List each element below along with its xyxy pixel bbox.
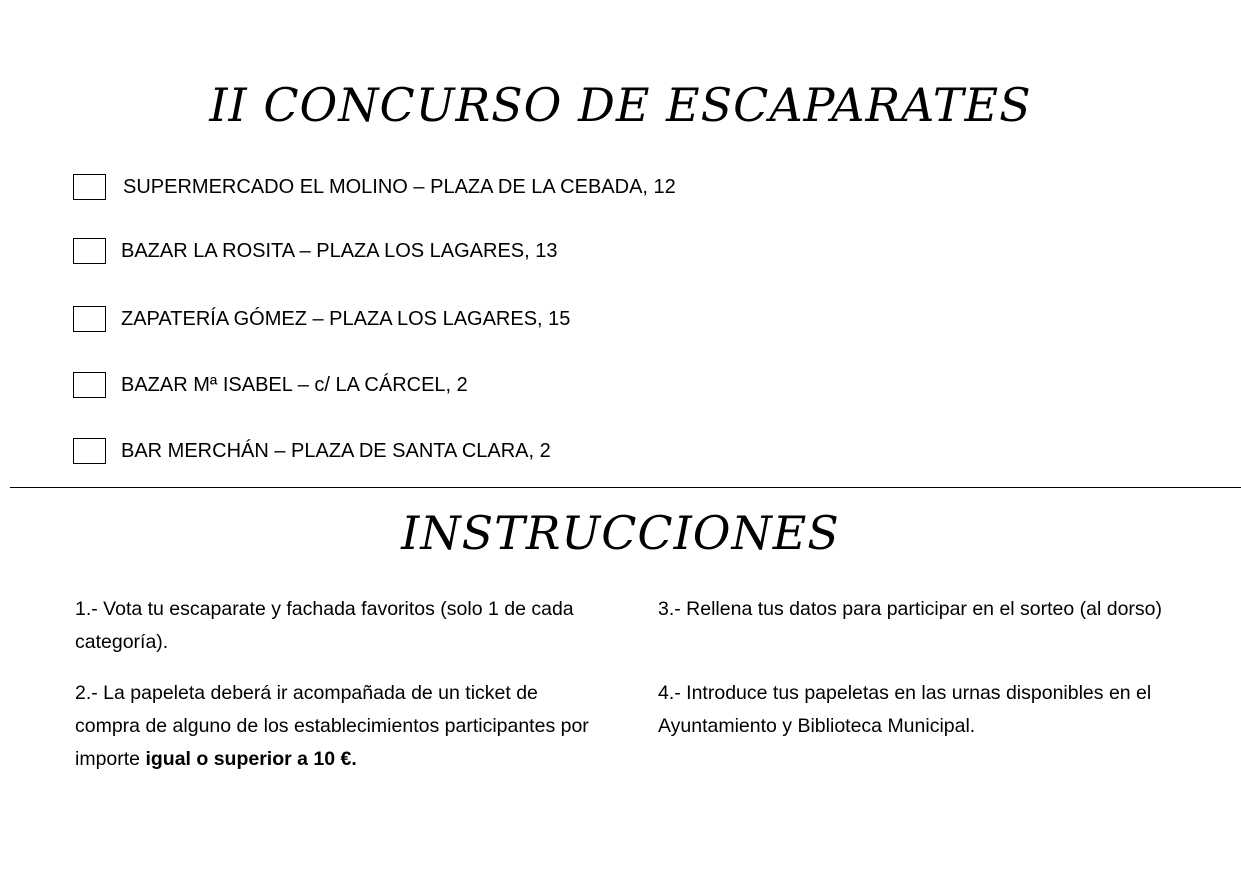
- page-title: II CONCURSO DE ESCAPARATES: [209, 78, 1032, 132]
- instruction-3: 3.- Rellena tus datos para participar en el sorteo (al dorso): [658, 598, 1163, 620]
- checkbox[interactable]: [73, 372, 106, 398]
- instruction-2: [75, 677, 595, 776]
- entry-supermercado-el-molino[interactable]: [73, 172, 676, 202]
- instruction-2-bold: igual o superior a 10 €.: [145, 748, 357, 770]
- instruction-4: 4.- Introduce tus papeletas en las urnas disponibles en el Ayuntamiento y Biblioteca Municipal.: [658, 682, 1152, 737]
- checkbox[interactable]: [73, 238, 106, 264]
- entry-bazar-ma-isabel[interactable]: [73, 370, 468, 400]
- entry-label: SUPERMERCADO EL MOLINO – PLAZA DE LA CEBADA, 12: [123, 175, 676, 198]
- checkbox[interactable]: [73, 306, 106, 332]
- entry-label: BAZAR LA ROSITA – PLAZA LOS LAGARES, 13: [121, 239, 558, 262]
- instruction-2-text: 2.- La papeleta deberá ir acompañada de un ticket de compra de alguno de los establecimientos participantes por importe: [75, 682, 589, 770]
- entry-zapateria-gomez[interactable]: [73, 304, 570, 334]
- instruction-1: 1.- Vota tu escaparate y fachada favoritos (solo 1 de cada categoría).: [75, 598, 574, 653]
- checkbox[interactable]: [73, 438, 106, 464]
- instructions-title: INSTRUCCIONES: [401, 506, 840, 560]
- checkbox[interactable]: [73, 174, 106, 200]
- divider: [10, 487, 1241, 488]
- entry-label: ZAPATERÍA GÓMEZ – PLAZA LOS LAGARES, 15: [121, 307, 571, 330]
- entry-bazar-la-rosita[interactable]: [73, 236, 557, 266]
- entry-bar-merchan[interactable]: [73, 436, 551, 466]
- entry-label: BAR MERCHÁN – PLAZA DE SANTA CLARA, 2: [121, 439, 551, 462]
- entry-label: BAZAR Mª ISABEL – c/ LA CÁRCEL, 2: [121, 373, 468, 396]
